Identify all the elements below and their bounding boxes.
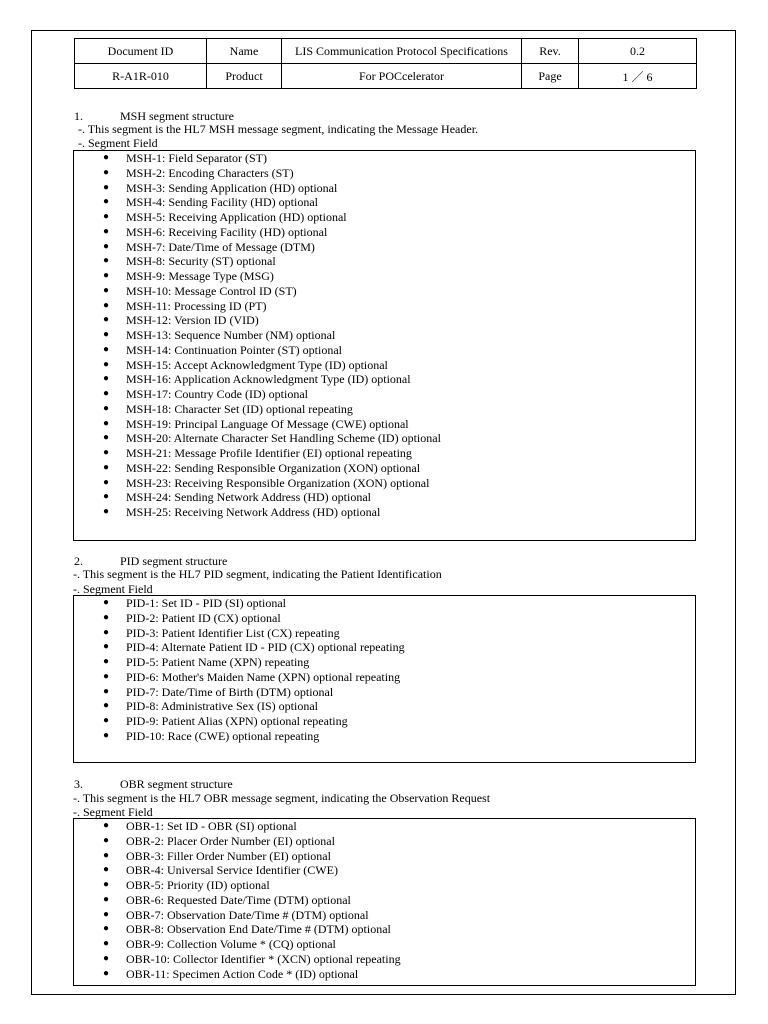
field-text: MSH-25: Receiving Network Address (HD) optional — [126, 505, 381, 519]
bullet-icon: ● — [103, 388, 110, 399]
list-item — [74, 505, 441, 520]
header-row-1 — [75, 39, 697, 64]
list-item — [74, 596, 405, 611]
list-item — [74, 284, 441, 299]
bullet-icon: ● — [103, 476, 110, 488]
list-item — [74, 699, 405, 714]
field-text: MSH-8: Security (ST) optional — [126, 254, 276, 269]
field-text: MSH-16: Application Acknowledgment Type (ID) optional — [126, 372, 411, 387]
bullet-icon: ● — [103, 641, 110, 653]
field-text: MSH-14: Continuation Pointer (ST) optional — [126, 342, 342, 357]
field-text: MSH-12: Version ID (VID) — [126, 313, 259, 328]
bullet-icon: ● — [103, 314, 110, 326]
bullet-icon: ● — [103, 358, 110, 370]
list-item — [74, 417, 441, 432]
section-heading-obr — [74, 777, 233, 791]
list-item — [74, 670, 405, 685]
bullet-icon: ● — [103, 402, 110, 414]
list-item — [74, 834, 401, 849]
list-item — [74, 685, 405, 700]
list-item — [74, 328, 441, 343]
field-text: MSH-3: Sending Application (HD) optional — [126, 180, 338, 195]
bullet-icon: ● — [103, 864, 110, 876]
bullet-icon: ● — [103, 196, 110, 208]
bullet-icon: ● — [103, 270, 110, 281]
field-text: MSH-23: Receiving Responsible Organization (XON) optional — [126, 475, 430, 490]
list-item — [74, 490, 441, 505]
bullet-icon: ● — [103, 211, 110, 222]
header-cell-name-label: Name — [207, 39, 282, 64]
bullet-icon: ● — [103, 938, 110, 949]
field-text: PID-5: Patient Name (XPN) repeating — [126, 655, 310, 669]
list-item — [74, 254, 441, 269]
header-cell-name-value: LIS Communication Protocol Specifications — [282, 39, 522, 64]
list-item — [74, 714, 405, 729]
bullet-icon: ● — [103, 329, 110, 340]
field-text: OBR-11: Specimen Action Code * (ID) optional — [126, 966, 359, 981]
list-item — [74, 240, 441, 255]
list-item — [74, 446, 441, 461]
bullet-icon: ● — [103, 656, 110, 667]
field-text: MSH-11: Processing ID (PT) — [126, 298, 267, 313]
header-cell-document-id-value: R-A1R-010 — [75, 64, 207, 89]
field-text: OBR-9: Collection Volume * (CQ) optional — [126, 937, 336, 951]
bullet-icon: ● — [103, 461, 110, 473]
segment-field-label-obr: -. Segment Field — [73, 805, 153, 819]
segment-field-list-msh — [74, 151, 441, 520]
bullet-icon: ● — [103, 908, 110, 920]
bullet-icon: ● — [103, 715, 110, 726]
bullet-icon: ● — [103, 255, 110, 267]
segment-field-list-obr — [74, 819, 401, 981]
list-item — [74, 461, 441, 476]
header-cell-page-label: Page — [522, 64, 579, 89]
list-item — [74, 431, 441, 446]
segment-field-label-pid: -. Segment Field — [73, 582, 153, 596]
field-text: OBR-4: Universal Service Identifier (CWE) — [126, 863, 338, 878]
list-item — [74, 849, 401, 864]
bullet-icon: ● — [103, 240, 110, 252]
section-description-msh: -. This segment is the HL7 MSH message segment, indicating the Message Header. — [78, 122, 479, 136]
list-item — [74, 611, 405, 626]
bullet-icon: ● — [103, 611, 110, 623]
header-row-2 — [75, 64, 697, 89]
bullet-icon: ● — [103, 967, 110, 979]
segment-field-box-msh — [73, 150, 696, 541]
list-item — [74, 166, 441, 181]
field-text: MSH-22: Sending Responsible Organization (XON) optional — [126, 460, 421, 475]
document-header-table — [74, 38, 697, 89]
bullet-icon: ● — [103, 952, 110, 964]
list-item — [74, 893, 401, 908]
section-heading-pid — [74, 554, 227, 568]
field-text: MSH-4: Sending Facility (HD) optional — [126, 195, 318, 210]
field-text: PID-4: Alternate Patient ID - PID (CX) optional repeating — [126, 640, 405, 655]
bullet-icon: ● — [103, 152, 110, 163]
list-item — [74, 626, 405, 641]
bullet-icon: ● — [103, 893, 110, 905]
field-text: MSH-6: Receiving Facility (HD) optional — [126, 224, 328, 239]
bullet-icon: ● — [103, 700, 110, 712]
list-item — [74, 269, 441, 284]
field-text: OBR-7: Observation Date/Time # (DTM) optional — [126, 907, 369, 922]
list-item — [74, 655, 405, 670]
field-text: OBR-5: Priority (ID) optional — [126, 878, 270, 892]
list-item — [74, 343, 441, 358]
bullet-icon: ● — [103, 373, 110, 385]
header-cell-page-value: 1 ／ 6 — [579, 64, 697, 89]
list-item — [74, 908, 401, 923]
list-item — [74, 967, 401, 982]
header-cell-product-value: For POCcelerator — [282, 64, 522, 89]
bullet-icon: ● — [103, 685, 110, 697]
field-text: OBR-10: Collector Identifier * (XCN) optional repeating — [126, 951, 401, 966]
section-title: PID segment structure — [120, 554, 228, 568]
bullet-icon: ● — [103, 834, 110, 846]
list-item — [74, 210, 441, 225]
field-text: MSH-15: Accept Acknowledgment Type (ID) optional — [126, 357, 388, 372]
list-item — [74, 937, 401, 952]
list-item — [74, 181, 441, 196]
field-text: MSH-13: Sequence Number (NM) optional — [126, 328, 336, 342]
bullet-icon: ● — [103, 626, 110, 638]
bullet-icon: ● — [103, 343, 110, 355]
list-item — [74, 952, 401, 967]
list-item — [74, 819, 401, 834]
list-item — [74, 922, 401, 937]
list-item — [74, 372, 441, 387]
field-text: MSH-21: Message Profile Identifier (EI) optional repeating — [126, 446, 412, 460]
field-text: PID-10: Race (CWE) optional repeating — [126, 728, 320, 743]
section-description-pid: -. This segment is the HL7 PID segment, indicating the Patient Identification — [73, 567, 442, 581]
list-item — [74, 402, 441, 417]
bullet-icon: ● — [103, 447, 110, 458]
bullet-icon: ● — [103, 820, 110, 831]
bullet-icon: ● — [103, 670, 110, 682]
field-text: PID-8: Administrative Sex (IS) optional — [126, 699, 318, 714]
field-text: OBR-6: Requested Date/Time (DTM) optional — [126, 892, 351, 907]
field-text: OBR-3: Filler Order Number (EI) optional — [126, 848, 331, 863]
list-item — [74, 640, 405, 655]
field-text: MSH-19: Principal Language Of Message (CWE) optional — [126, 416, 409, 431]
field-text: MSH-2: Encoding Characters (ST) — [126, 165, 294, 180]
bullet-icon: ● — [103, 417, 110, 429]
field-text: MSH-20: Alternate Character Set Handling Scheme (ID) optional — [126, 431, 441, 446]
bullet-icon: ● — [103, 597, 110, 608]
section-number: 1. — [74, 109, 83, 123]
list-item — [74, 358, 441, 373]
field-text: MSH-17: Country Code (ID) optional — [126, 387, 308, 401]
section-heading-msh — [74, 109, 234, 123]
list-item — [74, 225, 441, 240]
section-description-obr: -. This segment is the HL7 OBR message segment, indicating the Observation Request — [73, 791, 491, 805]
bullet-icon: ● — [103, 299, 110, 311]
bullet-icon: ● — [103, 729, 110, 741]
bullet-icon: ● — [103, 284, 110, 296]
field-text: PID-1: Set ID - PID (SI) optional — [126, 596, 286, 610]
list-item — [74, 729, 405, 744]
field-text: MSH-24: Sending Network Address (HD) optional — [126, 490, 371, 505]
field-text: MSH-10: Message Control ID (ST) — [126, 283, 297, 298]
field-text: PID-7: Date/Time of Birth (DTM) optional — [126, 684, 334, 699]
bullet-icon: ● — [103, 491, 110, 503]
header-cell-document-id-label: Document ID — [75, 39, 207, 64]
field-text: MSH-1: Field Separator (ST) — [126, 151, 267, 165]
field-text: OBR-1: Set ID - OBR (SI) optional — [126, 819, 297, 833]
section-number: 2. — [74, 554, 83, 568]
bullet-icon: ● — [103, 879, 110, 890]
section-title: OBR segment structure — [120, 777, 233, 791]
field-text: PID-2: Patient ID (CX) optional — [126, 610, 281, 625]
segment-field-list-pid — [74, 596, 405, 744]
list-item — [74, 863, 401, 878]
header-cell-rev-label: Rev. — [522, 39, 579, 64]
header-cell-rev-value: 0.2 — [579, 39, 697, 64]
bullet-icon: ● — [103, 432, 110, 444]
header-cell-product-label: Product — [207, 64, 282, 89]
bullet-icon: ● — [103, 923, 110, 935]
section-number: 3. — [74, 777, 83, 791]
field-text: PID-9: Patient Alias (XPN) optional repeating — [126, 714, 348, 728]
bullet-icon: ● — [103, 849, 110, 861]
bullet-icon: ● — [103, 166, 110, 178]
field-text: MSH-5: Receiving Application (HD) optional — [126, 210, 347, 224]
list-item — [74, 151, 441, 166]
field-text: MSH-9: Message Type (MSG) — [126, 269, 274, 283]
field-text: PID-6: Mother's Maiden Name (XPN) optional repeating — [126, 669, 401, 684]
field-text: MSH-18: Character Set (ID) optional repeating — [126, 401, 353, 416]
bullet-icon: ● — [103, 181, 110, 193]
segment-field-box-pid — [73, 595, 696, 763]
section-title: MSH segment structure — [120, 109, 234, 123]
field-text: MSH-7: Date/Time of Message (DTM) — [126, 239, 315, 254]
field-text: OBR-8: Observation End Date/Time # (DTM) optional — [126, 922, 391, 937]
list-item — [74, 878, 401, 893]
list-item — [74, 476, 441, 491]
segment-field-label-msh: -. Segment Field — [78, 136, 158, 150]
list-item — [74, 299, 441, 314]
segment-field-box-obr — [73, 818, 696, 986]
list-item — [74, 195, 441, 210]
field-text: OBR-2: Placer Order Number (EI) optional — [126, 833, 335, 848]
bullet-icon: ● — [103, 506, 110, 517]
list-item — [74, 387, 441, 402]
list-item — [74, 313, 441, 328]
field-text: PID-3: Patient Identifier List (CX) repeating — [126, 625, 340, 640]
bullet-icon: ● — [103, 225, 110, 237]
